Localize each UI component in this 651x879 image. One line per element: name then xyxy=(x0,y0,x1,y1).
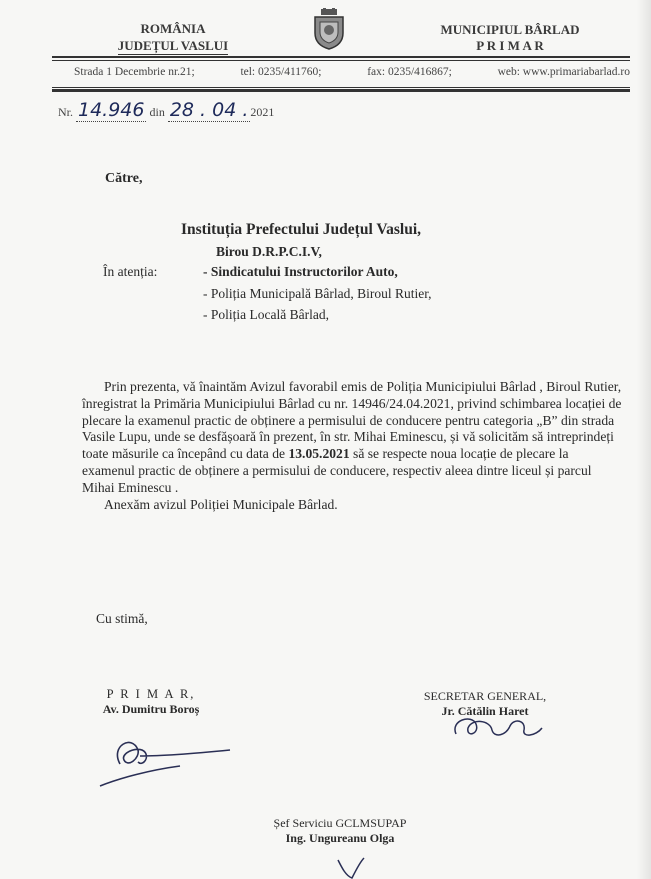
nr-label: Nr. xyxy=(58,105,73,119)
secretary-signature-icon xyxy=(446,706,556,746)
registration-number: 14.946 xyxy=(78,99,145,121)
registration-year: 2021 xyxy=(250,105,275,119)
secretary-title: SECRETAR GENERAL, xyxy=(423,689,547,703)
service-head-title: Șef Serviciu GCLMSUPAP xyxy=(273,816,407,830)
registration-date: 28 . 04 . xyxy=(169,99,249,121)
service-head-block xyxy=(240,816,440,846)
contact-fax: fax: 0235/416867; xyxy=(367,66,452,78)
attention-label: În atenția: xyxy=(103,264,158,279)
municipality-heading xyxy=(410,22,610,54)
header-rule xyxy=(52,56,630,58)
recipient-item: - Poliția Locală Bârlad, xyxy=(203,307,329,322)
contact-line xyxy=(74,66,630,78)
letter-body xyxy=(82,379,622,513)
recipient-item: - Sindicatului Instructorilor Auto, xyxy=(203,264,398,279)
registration-line xyxy=(58,99,274,122)
secretary-name: Jr. Cătălin Haret xyxy=(441,704,529,718)
coat-of-arms-icon xyxy=(311,8,347,50)
body-paragraph xyxy=(82,379,622,497)
contact-rule xyxy=(52,89,630,92)
department-name: Birou D.R.P.C.I.V, xyxy=(216,244,322,259)
effective-date: 13.05.2021 xyxy=(288,446,350,462)
county-name: JUDEȚUL VASLUI xyxy=(117,38,229,53)
contact-rule-thin xyxy=(52,87,630,88)
salutation-to: Către, xyxy=(105,171,143,186)
contact-web: web: www.primariabarlad.ro xyxy=(497,66,630,78)
body-text-start: Prin prezenta, vă înaintăm Avizul favorabil emis de Poliția Municipiului Bârlad , Biroul Rutier, înregistrat la Primăria Municipiului Bârlad cu nr. 14946/24.04.2021, privind schimbarea locației de plecare la examenul practic de obținere a permisului de conducere pentru categoria „B” din strada Vasile Lupu, unde se desfășoară în prezent, în str. Mihai Eminescu, și vă solicităm să intreprindeți toate măsurile ca începând cu data de xyxy=(82,379,622,462)
contact-address: Strada 1 Decembrie nr.21; xyxy=(74,66,195,78)
contact-tel: tel: 0235/411760; xyxy=(240,66,322,78)
recipient-item: - Poliția Municipală Bârlad, Biroul Rutier, xyxy=(203,286,432,301)
mayor-signature-icon xyxy=(80,726,240,796)
din-label: din xyxy=(149,105,165,119)
closing-greeting: Cu stimă, xyxy=(96,611,148,626)
institution-name: Instituția Prefectului Județul Vaslui, xyxy=(181,221,422,238)
mayor-heading: P R I M A R xyxy=(476,38,544,53)
header-rule-thin xyxy=(52,60,630,61)
country-name: ROMÂNIA xyxy=(140,21,206,36)
scan-edge-shadow xyxy=(637,0,651,879)
country-county-heading xyxy=(78,20,268,55)
mayor-name: Av. Dumitru Boroș xyxy=(102,702,200,716)
mayor-signature-block xyxy=(76,687,226,717)
municipality-name: MUNICIPIUL BÂRLAD xyxy=(440,22,580,37)
service-head-name: Ing. Ungureanu Olga xyxy=(285,831,395,845)
body-text-end: să se respecte noua locație de plecare la examenul practic de obținere a permisului de conducere, respectiv aleea dintre liceul și parcul Mihai Eminescu . xyxy=(82,446,592,495)
service-head-signature-icon xyxy=(330,854,390,879)
mayor-title: P R I M A R, xyxy=(106,687,196,701)
annex-paragraph: Anexăm avizul Poliției Municipale Bârlad. xyxy=(104,496,338,512)
